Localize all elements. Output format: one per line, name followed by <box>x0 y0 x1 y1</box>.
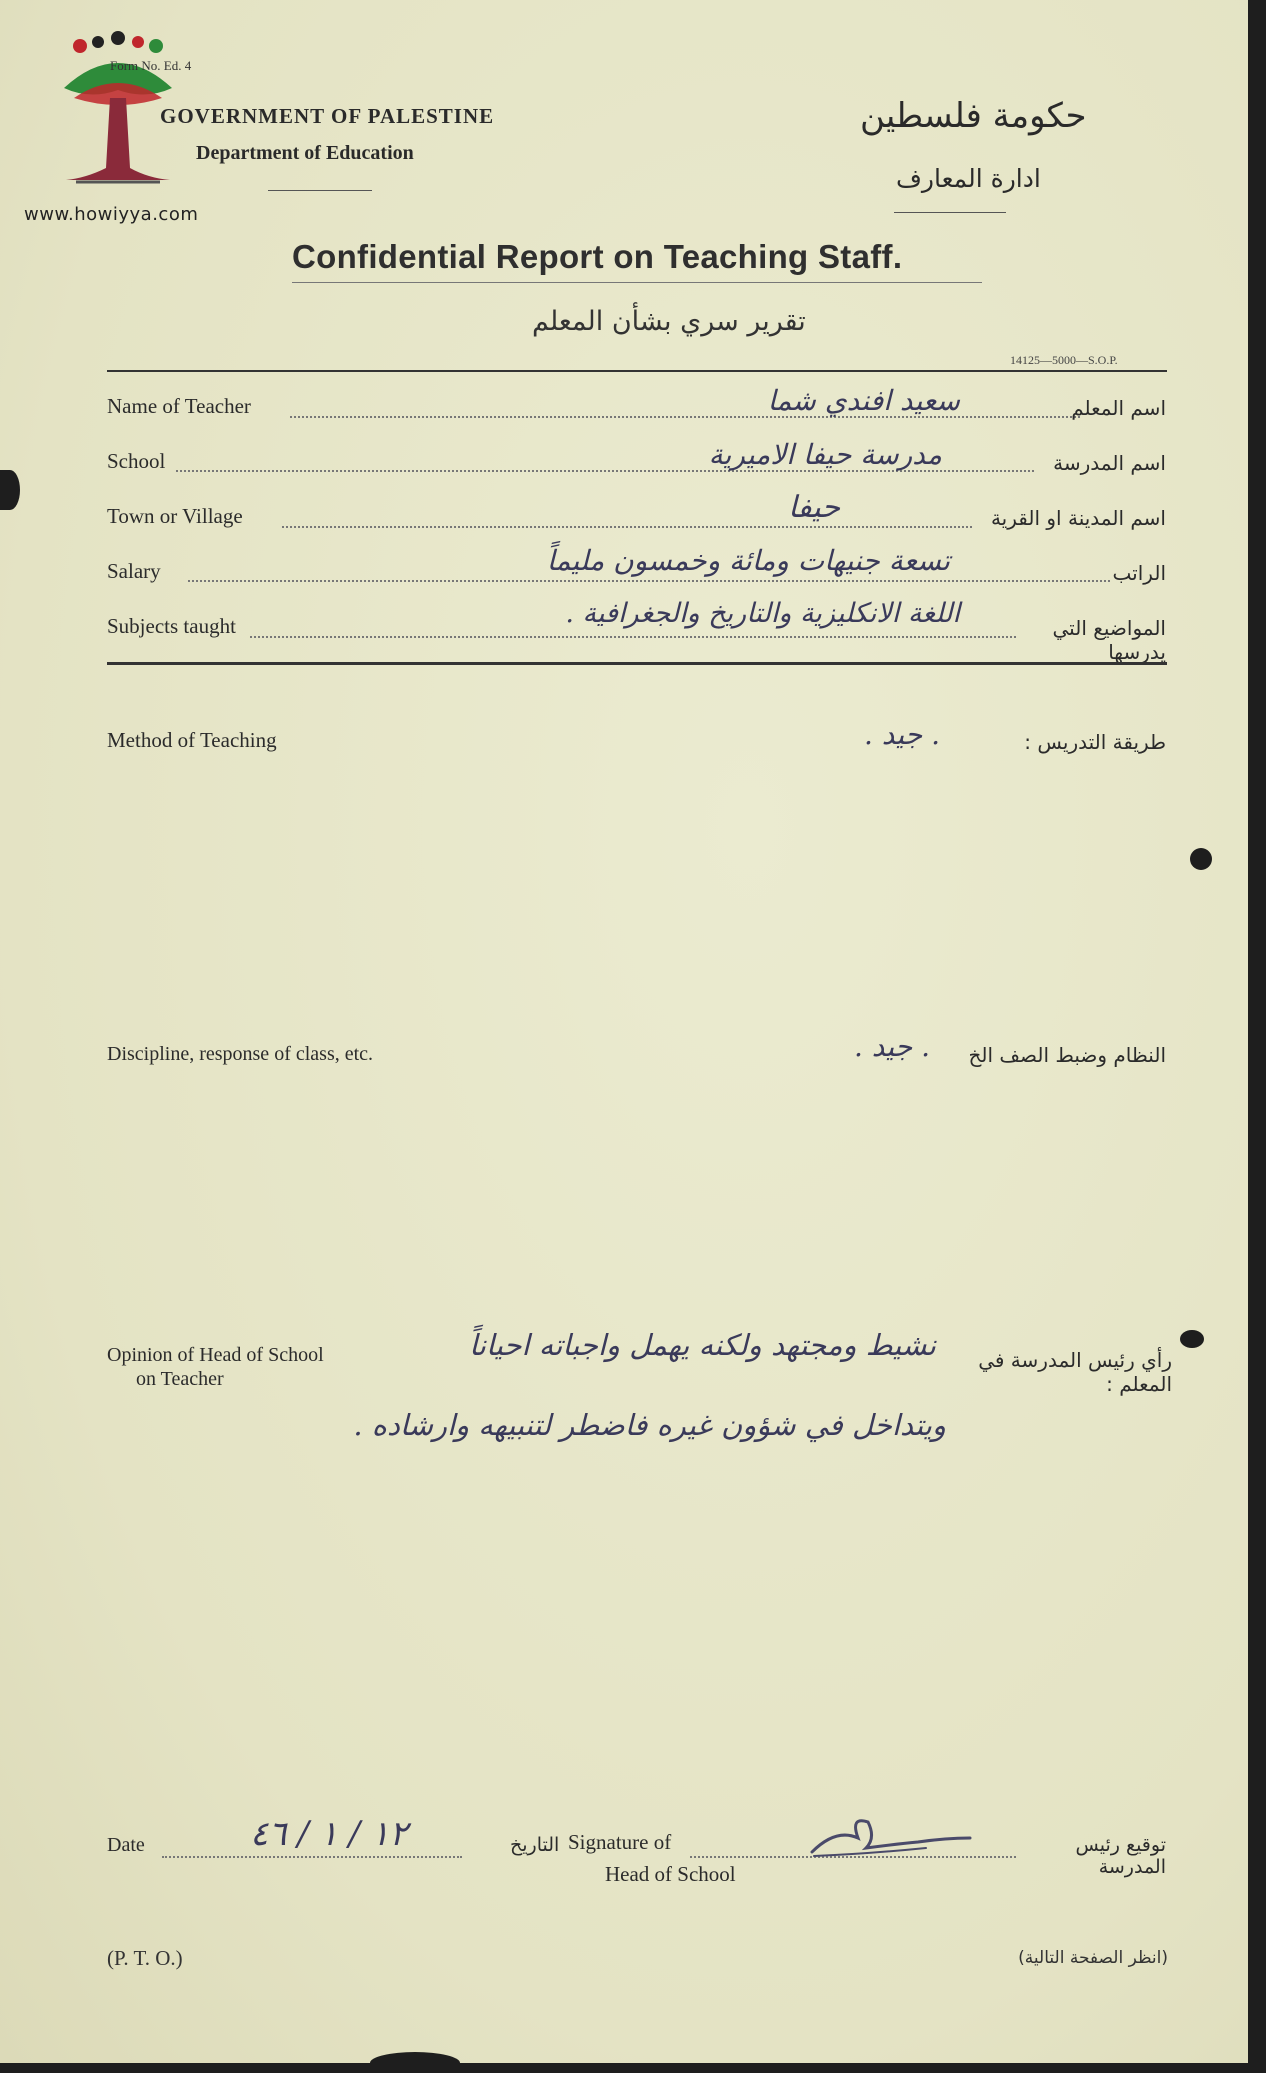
government-title-ar: حكومة فلسطين <box>860 96 1087 136</box>
discipline-label-ar: النظام وضبط الصف الخ <box>968 1043 1166 1067</box>
field-value-handwritten: تسعة جنيهات ومائة وخمسون مليماً <box>546 544 950 577</box>
field-value-handwritten: اللغة الانكليزية والتاريخ والجغرافية . <box>565 598 960 629</box>
field-label-en: Town or Village <box>107 504 243 528</box>
field-value-handwritten: مدرسة حيفا الاميرية <box>708 438 942 471</box>
opinion-label-en-line2: on Teacher <box>136 1368 224 1390</box>
scan-blot <box>1180 1330 1204 1348</box>
header-divider-left <box>268 190 372 191</box>
date-value-handwritten: ١٢ / ١ / ٤٦ <box>250 1814 408 1854</box>
signature-label-line2: Head of School <box>605 1862 736 1886</box>
date-dotted-line <box>162 1856 462 1858</box>
opinion-line2-handwritten: ويتداخل في شؤون غيره فاضطر لتنبيهه وارشاده . <box>353 1408 946 1442</box>
opinion-label-en-line1: Opinion of Head of School <box>107 1344 324 1366</box>
field-dotted-line <box>188 580 1110 582</box>
fields-top-rule <box>107 370 1167 372</box>
field-label-ar: اسم المعلم <box>1071 396 1166 420</box>
pto-ar: (انظر الصفحة التالية) <box>1018 1948 1168 1968</box>
field-label-en: School <box>107 449 166 473</box>
field-label-ar: المواضيع التي يدرسها <box>1052 616 1166 664</box>
field-label-en: Subjects taught <box>107 614 236 638</box>
opinion-line1-handwritten: نشيط ومجتهد ولكنه يهمل واجباته احياناً <box>469 1328 936 1362</box>
report-title-ar: تقرير سري بشأن المعلم <box>532 306 806 337</box>
discipline-value-handwritten: . جيد . <box>853 1030 930 1063</box>
date-label-en: Date <box>107 1834 145 1856</box>
method-label-en: Method of Teaching <box>107 728 277 752</box>
signature-label-ar: توقيع رئيس المدرسة <box>1075 1834 1166 1878</box>
signature-label-line1: Signature of <box>568 1830 672 1854</box>
report-title-en: Confidential Report on Teaching Staff. <box>292 238 903 275</box>
field-label-ar: اسم المدرسة <box>1053 451 1166 475</box>
department-title-en: Department of Education <box>196 142 414 164</box>
fields-bottom-rule <box>107 662 1167 665</box>
field-label-en: Name of Teacher <box>107 394 251 418</box>
pto-en: (P. T. O.) <box>107 1946 183 1970</box>
scan-edge-bottom <box>0 2063 1266 2073</box>
date-label-ar: التاريخ <box>510 1834 560 1856</box>
field-value-handwritten: حيفا <box>788 490 840 525</box>
field-value-handwritten: سعيد افندي شما <box>767 384 960 417</box>
title-underline <box>292 282 982 283</box>
head-signature-scribble <box>806 1808 976 1868</box>
discipline-label-en: Discipline, response of class, etc. <box>107 1043 374 1065</box>
opinion-label-ar: رأي رئيس المدرسة في المعلم : <box>978 1348 1172 1396</box>
watermark-url: www.howiyya.com <box>24 204 199 225</box>
department-title-ar: ادارة المعارف <box>896 164 1041 193</box>
field-label-ar: اسم المدينة او القرية <box>990 506 1166 530</box>
scan-edge-right <box>1248 0 1266 2073</box>
method-label-ar: طريقة التدريس : <box>1024 730 1166 754</box>
field-label-en: Salary <box>107 559 161 583</box>
field-label-ar: الراتب <box>1112 561 1166 585</box>
field-dotted-line <box>282 526 972 528</box>
print-reference: 14125—5000—S.O.P. <box>1010 353 1118 367</box>
header-divider-right <box>894 212 1006 213</box>
scan-blot <box>0 470 20 510</box>
field-dotted-line <box>250 636 1016 638</box>
government-title-en: GOVERNMENT OF PALESTINE <box>160 104 495 128</box>
scan-blot <box>1190 848 1212 870</box>
form-number: Form No. Ed. 4 <box>110 58 192 73</box>
method-value-handwritten: . جيد . <box>863 718 940 751</box>
